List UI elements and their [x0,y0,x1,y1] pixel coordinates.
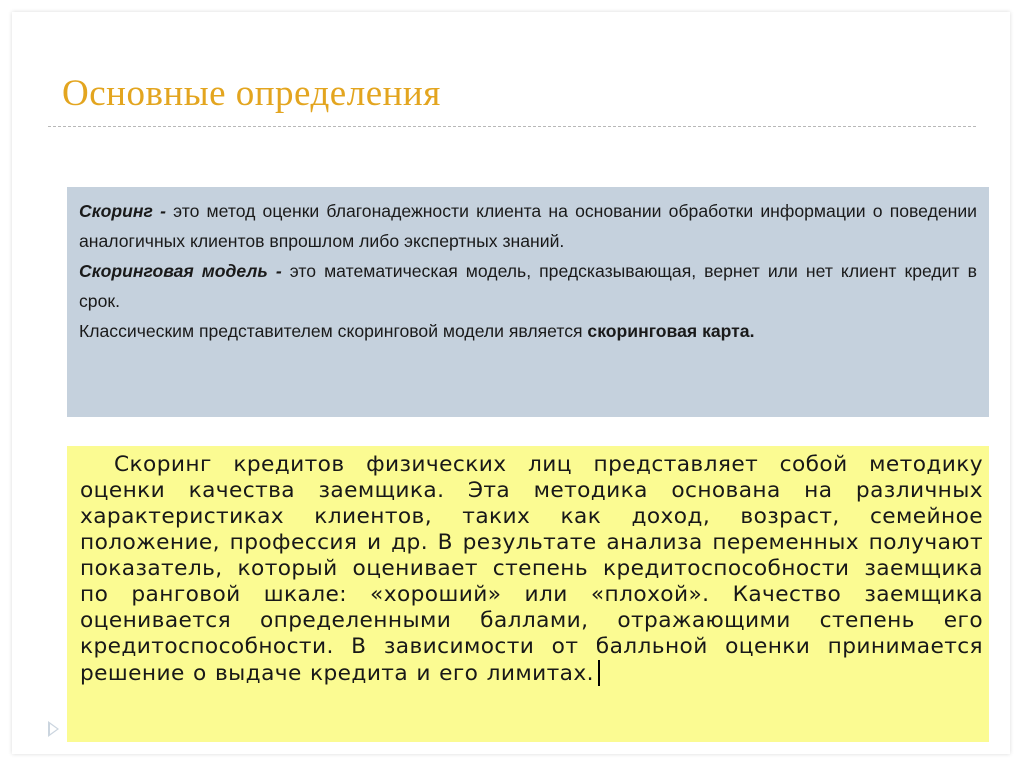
definitions-box [67,187,989,417]
title-divider [48,126,976,127]
text-cursor [598,660,600,686]
slide-title: Основные определения [62,73,441,114]
scorecard-term: скоринговая карта. [587,321,755,341]
scoring-description-text: Скоринг кредитов физических лиц представляет собой методику оценки качества заемщика. Эта методика основана на различных характеристиках клиентов, таких как доход, возраст, семейное положение, профессия и др. В результате анализа переменных получают показатель, который оценивает степень кредитоспособности заемщика по ранговой шкале: «хороший» или «плохой». Качество заемщика оценивается определенными баллами, отражающими степень его кредитоспособности. В зависимости от балльной оценки принимается решение о выдаче кредита и его лимитах. [80,452,983,686]
model-term: Скоринговая модель - [79,261,282,281]
classic-text: Классическим представителем скоринговой модели является [79,321,588,341]
model-definition [79,256,977,316]
classic-statement [79,316,977,346]
bullet-triangle-icon [48,721,59,737]
model-text: это математическая модель, предсказывающая, вернет или нет клиент кредит в срок. [79,261,977,311]
scoring-term: Скоринг - [79,201,166,221]
scoring-definition [79,196,977,256]
scoring-description-box [67,446,989,742]
scoring-text: это метод оценки благонадежности клиента на основании обработки информации о поведении аналогичных клиентов впрошлом либо экспертных знаний. [79,201,977,251]
